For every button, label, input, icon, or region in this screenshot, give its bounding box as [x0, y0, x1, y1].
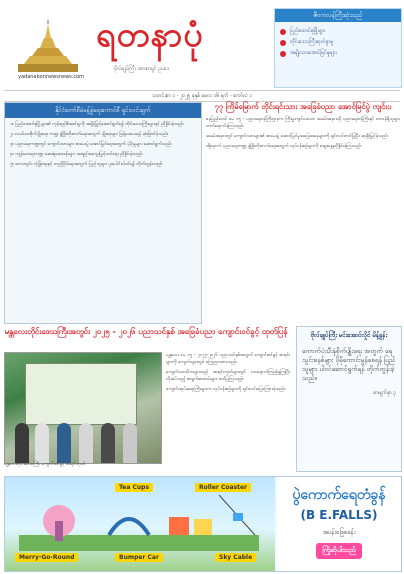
paragraph: ၅။ ဒေသတွင်း လုံခြုံရေးနှင့် တည်ငြိမ်ရေးအတွက် ပြည်သူများ ပူးပေါင်းပါဝင်ရန် တိုက်တွန်းသည်။	[10, 162, 164, 167]
story2-body	[166, 352, 290, 396]
person-figure	[123, 423, 137, 463]
dateline: သတင်းစာ ၁ · ၂၀၂၅ ခုနှစ် မေလ ၁၆ ရက် · ကော်လံ ၁	[4, 90, 400, 102]
advertisement	[4, 476, 402, 572]
pagoda-logo-icon	[18, 20, 78, 72]
paragraph: ၃။ ပညာရေးကဏ္ဍတွင် ကျောင်းသားများ စာမေးပွဲ အောင်မြင်ရေးအတွက် ပံ့ပိုးမှုများ ဆောင်ရွက်သည်။	[10, 142, 172, 147]
paragraph: မန္တလေး မေ ၁၅ - ၂၀၂၅-၂၀၂၆ ပညာသင်နှစ်အတွက် ကျောင်းဝင်ခွင့် စာရင်းများကို ကျောင်းများတွင် ကြေညာထားသည်။	[166, 353, 290, 365]
sidebar-box	[296, 326, 402, 472]
person-figure	[35, 423, 49, 463]
masthead-subline: ဗိုလ်ချုပ်ကြီး အာဏာရှင် ဥပဒေ	[114, 66, 170, 72]
ad-label-merry-go-round: Merry-Go-Round	[15, 553, 78, 562]
contents-item-label: တိုင်းဒေသကြီးဆုတ်ခွာမှု	[290, 39, 334, 45]
news-photo	[4, 352, 162, 464]
left-story-headline: နိုင်ငံတော်စီမံခန့်ခွဲရေးကောင်စီ ရှင်းလင်းချက်	[5, 103, 201, 118]
contents-item[interactable]	[280, 26, 396, 37]
newspaper-title: ရတနာပုံ	[96, 15, 204, 55]
right-story-headline: ၇၇ ကြိမ်မြောက် တိုင်းရင်းသား အခြေခံပညာ အောင်မြင်ပွဲ ကျင်းပ	[214, 102, 392, 111]
amusement-park-scene-icon	[19, 495, 259, 551]
ad-title: ပွဲကောက်ရေတံခွန်	[292, 487, 386, 503]
contents-list	[275, 22, 401, 63]
person-figure	[15, 423, 29, 463]
ad-photo-collage	[5, 477, 275, 571]
ad-text-panel	[277, 477, 401, 571]
website-url: yadanabonnewsnews.com	[18, 74, 85, 80]
sidebar-text: ကောက်ပဲသီးနှံစိုက်ပျိုးရေး အတွက် ရေသွင်းစနစ်များ ပိုမိုကောင်းမွန်စေရန် ပြည်သူများ ပါဝင်ဆောင်ရွက်ရန် တိုက်တွန်းခဲ့သည်။	[302, 347, 396, 382]
left-story-body	[5, 118, 201, 174]
paragraph: ၂။ လယ်ယာစိုက်ပျိုးရေး ကဏ္ဍ ဖွံ့ဖြိုးတိုးတက်ရေးအတွက် မျိုးစေ့များ ဖြန့်ဝေပေးရန် ဆုံးဖြတ်ခဲ့သည်။	[10, 132, 169, 137]
ad-subtitle: (B E.FALLS)	[300, 508, 378, 522]
person-figure	[79, 423, 93, 463]
ad-label-roller-coaster: Roller Coaster	[195, 483, 251, 492]
paragraph: ကျောင်းအုပ်ဆရာကြီးများက လုပ်ငန်းစဉ်များကို ရှင်းလင်းပြောကြားခဲ့သည်။	[166, 387, 286, 392]
ad-label-sky-cable: Sky Cable	[215, 553, 256, 562]
contents-item-label: ပြည်ထောင်စုမြို့များ	[290, 28, 326, 34]
masthead	[4, 4, 400, 88]
paragraph: ၄။ ကျန်းမာရေးကဏ္ဍ ဆေးရုံဆေးခန်းများ အရည်အသွေးမြှင့်တင်ရေး ညှိနှိုင်းခဲ့သည်။	[10, 152, 143, 157]
paragraph: ထို့နောက် ပညာရေးကဏ္ဍ ဖွံ့ဖြိုးတိုးတက်ရေးအတွက် လုပ်ငန်းစဉ်များကို ဆွေးနွေးညှိနှိုင်းခဲ့ကြသည်။	[206, 144, 362, 149]
sidebar-title: ဗိုလ်ချုပ်ကြီး မင်းအောင်လှိုင် မိန့်ခွန်း	[310, 332, 388, 339]
ad-label-tea-cups: Tea Cups	[115, 483, 153, 492]
bullet-icon	[280, 51, 286, 57]
person-figure	[101, 423, 115, 463]
contents-item-label: အမျိုးသားအောင်မြင်မှုများ	[290, 50, 337, 56]
person-figure	[57, 423, 71, 463]
bullet-icon	[280, 40, 286, 46]
contents-title: ဇီဝကလန်ကြီးဆုံးသည်	[275, 9, 401, 22]
right-story	[206, 102, 400, 322]
left-story	[4, 102, 202, 324]
story2-headline: မန္တလေးတိုင်းဒေသကြီးအတွင်း ၂၀၂၅ - ၂၀၂၆ ပညာသင်နှစ် အခြေခံပညာ ကျောင်းဝင်ခွင့် ထုတ်ပြန်	[4, 327, 288, 336]
ad-cta-button[interactable]: ကြိုဆိုပါသည်	[316, 543, 362, 559]
bullet-icon	[280, 29, 286, 35]
contents-item[interactable]	[280, 37, 396, 48]
ad-label-bumper-car: Bumper Car	[115, 553, 163, 562]
notice-board	[25, 363, 137, 425]
paragraph: ၁။ ပြည်ထောင်စုမြို့များ၏ ကုန်စည်စီးဆင်းမှုကို အရှိန်မြှင့်ဆောင်ရွက်ရန် တိုင်းဒေသကြီးများနှင့် ညှိနှိုင်းခဲ့သည်။	[10, 122, 184, 127]
paragraph: အခမ်းအနားတွင် ကျောင်းသားများ၏ စာမေးပွဲ အောင်မြင်မှုအခြေအနေများကို ရှင်းလင်းတင်ပြပြီး ဆုချီးမြှင့်ခဲ့သည်။	[206, 134, 389, 139]
sidebar-page-ref: စာမျက်နှာ ၃	[373, 390, 396, 396]
contents-item[interactable]	[280, 48, 396, 59]
paragraph: နေပြည်တော် မေ ၁၅ - ပညာရေးဝန်ကြီးဌာနက ကြီးမှူးကျင်းပသော အခမ်းအနားသို့ ပညာရေးဝန်ကြီးနှင့် တာဝန်ရှိသူများ တက်ရောက်ခဲ့ကြသည်။	[206, 117, 400, 129]
paragraph: ကျောင်းသားမိဘများသည် စာရင်းဘုတ်များတွင် လာရောက်ကြည့်ရှုကြပြီး လိုအပ်သည့် စာရွက်စာတမ်းများ တင်ပြကြသည်။	[166, 370, 290, 382]
ad-small-text: အပန်းဖြေစခန်း	[322, 529, 356, 536]
right-story-body	[206, 116, 400, 150]
contents-box	[274, 8, 402, 88]
photo-caption: မန္တလေးတိုင်းဒေသကြီး ကျောင်းဝင်ခွင့် စာရင်းဘုတ်	[4, 462, 86, 467]
